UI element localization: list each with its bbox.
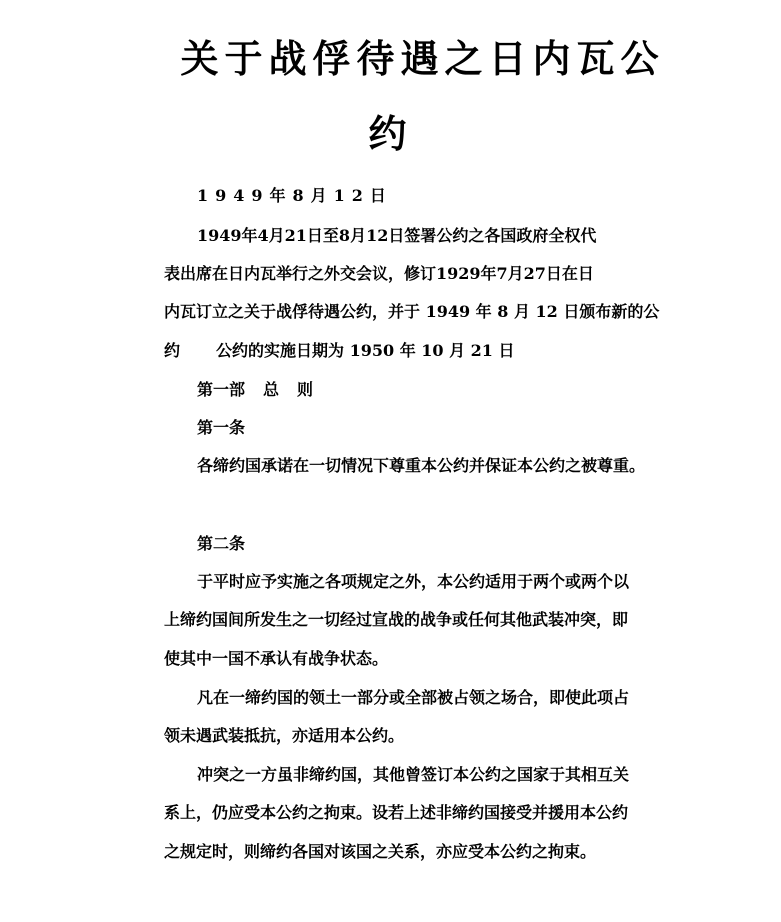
intro-line-1: 1949年4月21日至8月12日签署公约之各国政府全权代 xyxy=(197,226,597,245)
part-number: 第一部 xyxy=(197,380,246,399)
article-2-para-1-line-3: 使其中一国不承认有战争状态。 xyxy=(164,649,389,668)
part-name-char-1: 总 xyxy=(263,380,280,399)
part-name-char-2: 则 xyxy=(297,380,314,399)
intro-line-3: 内瓦订立之关于战俘待遇公约，并于 1949 年 8 月 12 日颁布新的公 xyxy=(164,302,660,321)
article-1-line-1: 各缔约国承诺在一切情况下尊重本公约并保证本公约之被尊重。 xyxy=(197,456,646,475)
article-2-para-2-line-2: 领未遇武装抵抗，亦适用本公约。 xyxy=(164,726,405,745)
article-2-para-3-line-2: 系上，仍应受本公约之拘束。设若上述非缔约国接受并援用本公约 xyxy=(164,803,629,822)
article-2-para-3-line-1: 冲突之一方虽非缔约国，其他曾签订本公约之国家于其相互关 xyxy=(197,765,630,784)
date-line: 1949年8月12日 xyxy=(197,186,393,205)
article-1-heading: 第一条 xyxy=(197,418,246,437)
article-2-para-1-line-1: 于平时应予实施之各项规定之外，本公约适用于两个或两个以 xyxy=(197,572,630,591)
article-2-para-1-line-2: 上缔约国间所发生之一切经过宣战的战争或任何其他武装冲突，即 xyxy=(164,610,629,629)
intro-line-4-prefix: 约 xyxy=(164,341,181,360)
document-title-line-2: 约 xyxy=(368,111,413,156)
article-2-para-3-line-3: 之规定时，则缔约各国对该国之关系，亦应受本公约之拘束。 xyxy=(164,842,597,861)
intro-line-2: 表出席在日内瓦举行之外交会议，修订1929年7月27日在日 xyxy=(164,264,594,283)
part-heading xyxy=(197,379,313,401)
article-2-heading: 第二条 xyxy=(197,534,246,553)
intro-line-4-rest: 公约的实施日期为 1950 年 10 月 21 日 xyxy=(216,341,515,360)
document-title-line-1: 关于战俘待遇之日内瓦公 xyxy=(180,36,665,81)
article-2-para-2-line-1: 凡在一缔约国的领土一部分或全部被占领之场合，即使此项占 xyxy=(197,688,630,707)
intro-line-4 xyxy=(164,340,515,362)
